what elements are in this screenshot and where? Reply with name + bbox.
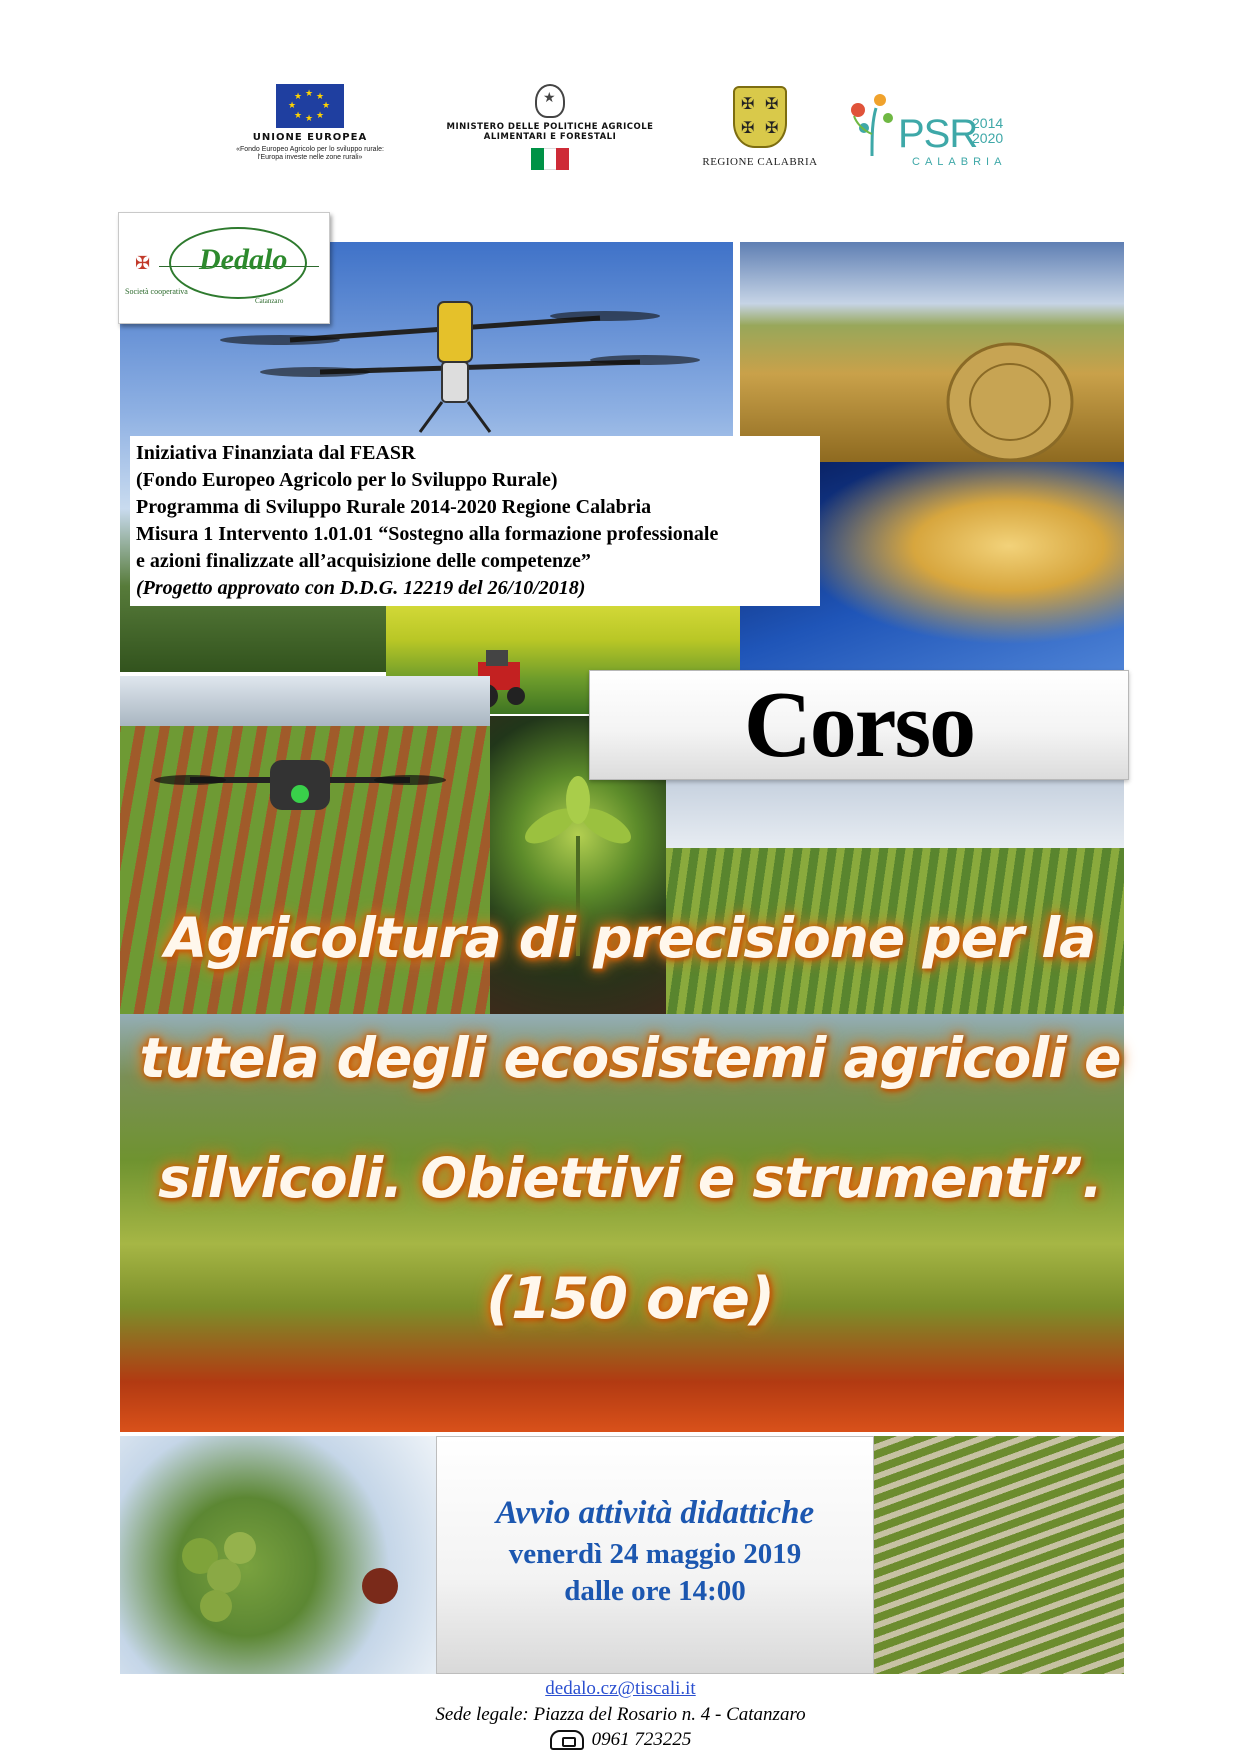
course-hours: (150 ore): [486, 1266, 774, 1332]
hay-bale-icon: [740, 242, 1124, 462]
footer: [0, 1674, 1241, 1754]
course-title-line3: silvicoli. Obiettivi e strumenti”.: [158, 1146, 1102, 1210]
psr-acronym: PSR: [898, 112, 978, 156]
eu-subtitle-line1: «Fondo Europeo Agricolo per lo sviluppo rurale:: [236, 146, 384, 153]
hay-bales-photo: [740, 242, 1124, 462]
eu-subtitle-line2: l'Europa investe nelle zone rurali»: [257, 154, 363, 161]
email-link[interactable]: dedalo.cz@tiscali.it: [545, 1678, 696, 1699]
funding-line: Iniziativa Finanziata dal FEASR: [136, 442, 416, 464]
address: Sede legale: Piazza del Rosario n. 4 - Catanzaro: [435, 1704, 806, 1725]
italian-flag-icon: [531, 148, 569, 170]
cross-icon: ✠: [135, 253, 151, 273]
ministry-logo: [428, 84, 672, 170]
funding-approval-line: (Progetto approvato con D.D.G. 12219 del 26/10/2018): [136, 577, 586, 599]
psr-year-end: 2020: [972, 130, 1004, 146]
eu-logo: [210, 84, 410, 162]
start-date: venerdì 24 maggio 2019: [508, 1537, 802, 1570]
funding-line: (Fondo Europeo Agricolo per lo Sviluppo Rurale): [136, 469, 558, 491]
sprout-icon: [842, 88, 902, 158]
region-calabria-logo: [690, 86, 830, 168]
olive-icon: [120, 1436, 436, 1674]
ministry-line2: ALIMENTARI E FORESTALI: [483, 132, 617, 142]
start-info-box: [436, 1436, 874, 1674]
psr-years: [972, 116, 1003, 146]
course-label: Corso: [743, 673, 975, 777]
ministry-line1: MINISTERO DELLE POLITICHE AGRICOLE: [446, 122, 654, 132]
funding-line: e azioni finalizzate all’acquisizione delle competenze”: [136, 550, 591, 572]
start-time: dalle ore 14:00: [564, 1574, 746, 1607]
psr-logo: [842, 88, 1022, 168]
funding-line: Programma di Sviluppo Rurale 2014-2020 Regione Calabria: [136, 496, 652, 518]
eu-subtitle: [210, 146, 410, 162]
terraced-hillside-photo: [874, 1436, 1124, 1674]
psr-region: CALABRIA: [912, 156, 1007, 168]
dedalo-logo: [118, 212, 330, 324]
funding-info-box: [130, 436, 820, 606]
dedalo-name: Dedalo: [199, 243, 288, 276]
telephone-icon: [550, 1730, 584, 1750]
dedalo-city: Catanzaro: [255, 297, 284, 305]
start-heading: Avvio attività didattiche: [495, 1494, 815, 1531]
funding-line: Misura 1 Intervento 1.01.01 “Sostegno alla formazione professionale: [136, 523, 719, 545]
eu-flag-icon: ★ ★ ★ ★ ★ ★ ★ ★: [276, 84, 344, 128]
olive-branch-photo: [120, 1436, 436, 1674]
course-title-line1: Agricoltura di precisione per la: [164, 906, 1096, 970]
psr-year-start: 2014: [972, 115, 1004, 131]
eu-title: UNIONE EUROPEA: [252, 132, 368, 143]
republic-emblem-icon: [535, 84, 565, 118]
region-title: REGIONE CALABRIA: [702, 156, 818, 168]
course-title-line2: tutela degli ecosistemi agricoli e: [139, 1026, 1121, 1090]
phone-number: 0961 723225: [591, 1729, 692, 1750]
course-label-box: [589, 670, 1129, 780]
phone-row: [550, 1729, 692, 1751]
calabria-shield-icon: ✠ ✠ ✠ ✠: [733, 86, 787, 148]
dedalo-subtitle: Società cooperativa: [125, 287, 188, 296]
sky-strip: [666, 778, 1124, 848]
ministry-title: [428, 122, 672, 142]
vineyard-photo: [666, 778, 1124, 1014]
